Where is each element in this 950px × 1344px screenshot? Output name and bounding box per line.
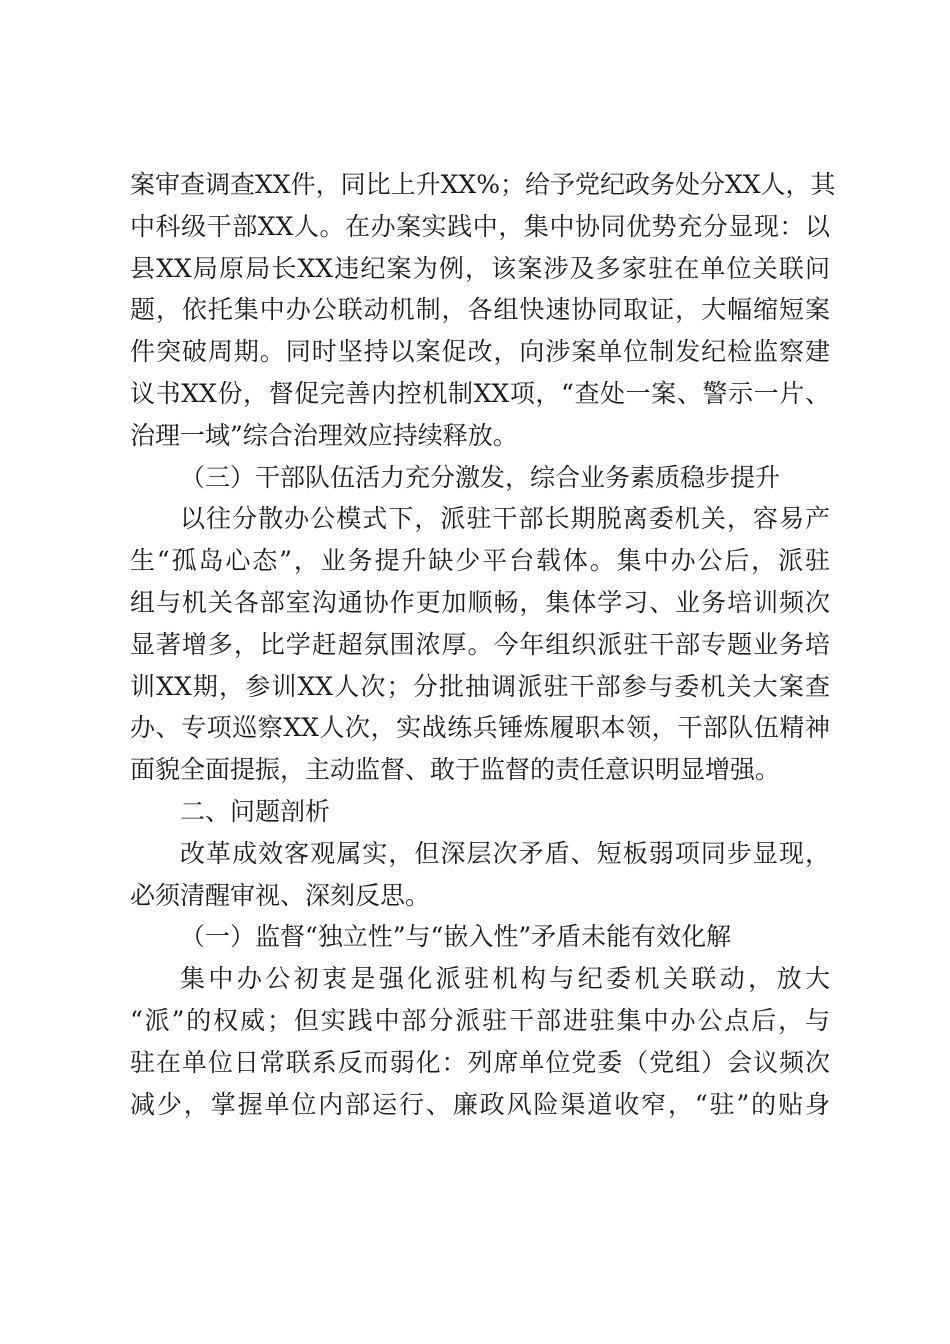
text-line: 驻在单位日常联系反而弱化：列席单位党委（党组）会议频次 [130,1047,830,1077]
text-line: 生“孤岛心态”，业务提升缺少平台载体。集中办公后，派驻 [130,546,830,576]
text-line: （三）干部队伍活力充分激发，综合业务素质稳步提升 [180,462,781,492]
text-line: 集中办公初衷是强化派驻机构与纪委机关联动，放大 [180,964,830,994]
text-line: 案审查调查XX件，同比上升XX%；给予党纪政务处分XX人，其 [130,170,836,199]
text-line: 训XX期，参训XX人次；分批抽调派驻干部参与委机关大案查 [130,671,830,701]
text-line: 以往分散办公模式下，派驻干部长期脱离委机关，容易产 [180,504,830,534]
text-line: 必须清醒审视、深刻反思。 [130,880,431,910]
text-line: 组与机关各部室沟通协作更加顺畅，集体学习、业务培训频次 [130,587,830,617]
text-line: “派”的权威；但实践中部分派驻干部进驻集中办公点后，与 [130,1005,830,1035]
text-line: 办、专项巡察XX人次，实战练兵锤炼履职本领，干部队伍精神 [130,713,830,743]
text-line: 二、问题剖析 [180,796,331,826]
text-line: 县XX局原局长XX违纪案为例，该案涉及多家驻在单位关联问 [130,253,830,283]
text-line: 治理一域”综合治理效应持续释放。 [130,420,518,450]
text-line: 减少，掌握单位内部运行、廉政风险渠道收窄，“驻”的贴身 [130,1089,830,1119]
text-line: 议书XX份，督促完善内控机制XX项，“查处一案、警示一片、 [130,378,830,408]
text-line: 件突破周期。同时坚持以案促改，向涉案单位制发纪检监察建 [130,337,830,367]
text-line: 题，依托集中办公联动机制，各组快速协同取证，大幅缩短案 [130,295,830,325]
text-line: 中科级干部XX人。在办案实践中，集中协同优势充分显现：以 [130,211,830,241]
text-line: 改革成效客观属实，但深层次矛盾、短板弱项同步显现， [180,838,830,868]
text-line: 显著增多，比学赶超氛围浓厚。今年组织派驻干部专题业务培 [130,629,830,659]
text-line: （一）监督“独立性”与“嵌入性”矛盾未能有效化解 [180,922,732,952]
text-line: 面貌全面提振，主动监督、敢于监督的责任意识明显增强。 [130,755,781,785]
document-body [130,164,836,1125]
